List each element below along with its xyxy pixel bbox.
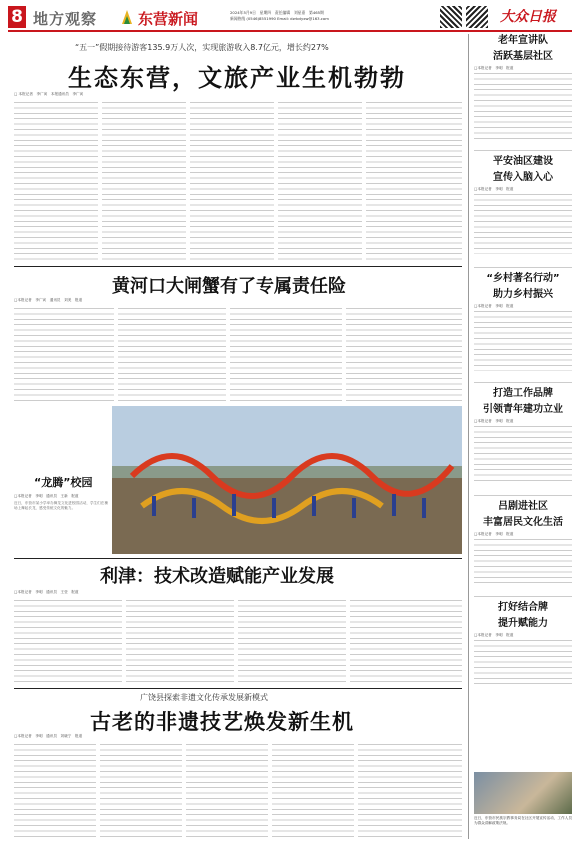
lijin-title: 利津：技术改造赋能产业发展 xyxy=(100,566,334,587)
lijin-text-col3 xyxy=(238,598,346,684)
sidebar-story-sub: 引领青年建功立业 xyxy=(483,404,563,415)
dragon-dance-illustration xyxy=(112,406,462,554)
heritage-text-col1 xyxy=(14,742,96,840)
heritage-byline: □本报记者 李明 通讯员 刘晓宁 报道 xyxy=(14,734,83,738)
sidebar-story-title: 打好结合牌 xyxy=(498,602,548,613)
lead-text-col4 xyxy=(278,100,362,262)
sidebar-story-text xyxy=(474,537,572,587)
lijin-text-col2 xyxy=(126,598,234,684)
header-rule xyxy=(8,30,572,32)
sidebar-story-title: 平安油区建设 xyxy=(493,156,553,167)
masthead-logo: 大众日报 xyxy=(500,9,556,25)
sidebar-divider xyxy=(468,34,469,839)
sidebar-story-sub: 宣传入脑入心 xyxy=(493,172,553,183)
section-name: 地方观察 xyxy=(33,10,98,28)
photo-caption-title: “龙腾”校园 xyxy=(34,476,93,489)
lead-text-col1 xyxy=(14,100,98,262)
footer-photo xyxy=(474,772,572,814)
lijin-byline: □本报记者 李明 通讯员 王莹 报道 xyxy=(14,590,79,594)
lead-text-col2 xyxy=(102,100,186,262)
photo-caption-byline: □本报记者 李明 通讯员 王新 报道 xyxy=(14,494,79,498)
sidebar-story-text xyxy=(474,309,572,371)
sidebar-story-byline: □本报记者 李明 报道 xyxy=(474,187,514,191)
crab-title: 黄河口大闸蟹有了专属责任险 xyxy=(112,276,346,297)
sidebar-story-sub: 提升赋能力 xyxy=(498,618,548,629)
page-number: 8 xyxy=(8,6,26,28)
lijin-rule xyxy=(14,688,462,689)
sidebar-story-4 xyxy=(474,382,572,495)
sidebar-story-byline: □本报记者 李明 报道 xyxy=(474,419,514,423)
sidebar-story-text xyxy=(474,192,572,254)
header-info-line1: 2024年5月9日 星期四 责任编辑 刘星嘉 第465期 xyxy=(230,10,324,15)
heritage-title: 古老的非遗技艺焕发新生机 xyxy=(90,710,354,734)
lead-text-col3 xyxy=(190,100,274,262)
sidebar-story-title: 打造工作品牌 xyxy=(493,388,553,399)
column-name: 东营新闻 xyxy=(138,10,199,28)
dragon-dance-photo xyxy=(112,406,462,554)
sidebar xyxy=(474,34,572,693)
photo-caption-text: 近日，东营市某小学举办舞龙文化进校园活动，学生们在操场上舞起长龙，感受传统文化的魅力。 xyxy=(14,501,108,511)
sidebar-story-sub: 活跃基层社区 xyxy=(493,51,553,62)
sidebar-story-text xyxy=(474,638,572,686)
sidebar-story-text xyxy=(474,71,572,141)
lead-rule xyxy=(14,266,462,267)
heritage-text-col4 xyxy=(272,742,354,840)
qr-code-icon xyxy=(440,6,462,28)
sidebar-story-byline: □本报记者 李明 报道 xyxy=(474,633,514,637)
lead-kicker: “五一”假期接待游客135.9万人次，实现旅游收入8.7亿元，增长约27% xyxy=(75,43,329,52)
heritage-text-col3 xyxy=(186,742,268,840)
crab-text-col2 xyxy=(118,306,226,402)
sidebar-story-title: 老年宣讲队 xyxy=(498,35,548,46)
header-info-line2: 新闻热线 (0546)8551990 Email: dzrbdyxw@163.com xyxy=(230,16,329,21)
header-info xyxy=(230,10,430,22)
sidebar-story-text xyxy=(474,424,572,484)
crab-text-col1 xyxy=(14,306,114,402)
section-logo-icon xyxy=(120,8,134,26)
sidebar-story-byline: □本报记者 李明 报道 xyxy=(474,304,514,308)
lead-text-col5 xyxy=(366,100,462,262)
sidebar-story-3 xyxy=(474,267,572,382)
crab-text-col4 xyxy=(346,306,462,402)
sidebar-story-5 xyxy=(474,495,572,596)
footer-caption: 近日，东营市民族宗教事务局在社区开展宣传活动，工作人员为群众讲解政策法规。 xyxy=(474,816,572,826)
heritage-text-col2 xyxy=(100,742,182,840)
photo-caption xyxy=(14,474,108,543)
lijin-text-col1 xyxy=(14,598,122,684)
sidebar-story-sub: 丰富居民文化生活 xyxy=(483,517,563,528)
lijin-text-col4 xyxy=(350,598,462,684)
sidebar-story-byline: □本报记者 李明 报道 xyxy=(474,66,514,70)
heritage-kicker: 广饶县探索非遗文化传承发展新模式 xyxy=(140,693,268,702)
sidebar-story-2 xyxy=(474,150,572,267)
sidebar-story-byline: □本报记者 李明 报道 xyxy=(474,532,514,536)
sidebar-story-6 xyxy=(474,596,572,693)
heritage-text-col5 xyxy=(358,742,462,840)
lead-byline: □ 本报记者 李广寅 本报通讯员 李广寅 xyxy=(14,92,84,96)
qr-code-icon-2 xyxy=(466,6,488,28)
sidebar-story-1 xyxy=(474,34,572,150)
sidebar-story-title: 吕剧进社区 xyxy=(498,501,548,512)
crab-byline: □本报记者 李广寅 通讯员 刘美 报道 xyxy=(14,298,83,302)
sidebar-story-sub: 助力乡村振兴 xyxy=(493,289,553,300)
sidebar-story-title: “乡村著名行动” xyxy=(486,273,560,284)
lead-title: 生态东营，文旅产业生机勃勃 xyxy=(68,64,406,92)
crab-text-col3 xyxy=(230,306,342,402)
photo-rule xyxy=(14,558,462,559)
